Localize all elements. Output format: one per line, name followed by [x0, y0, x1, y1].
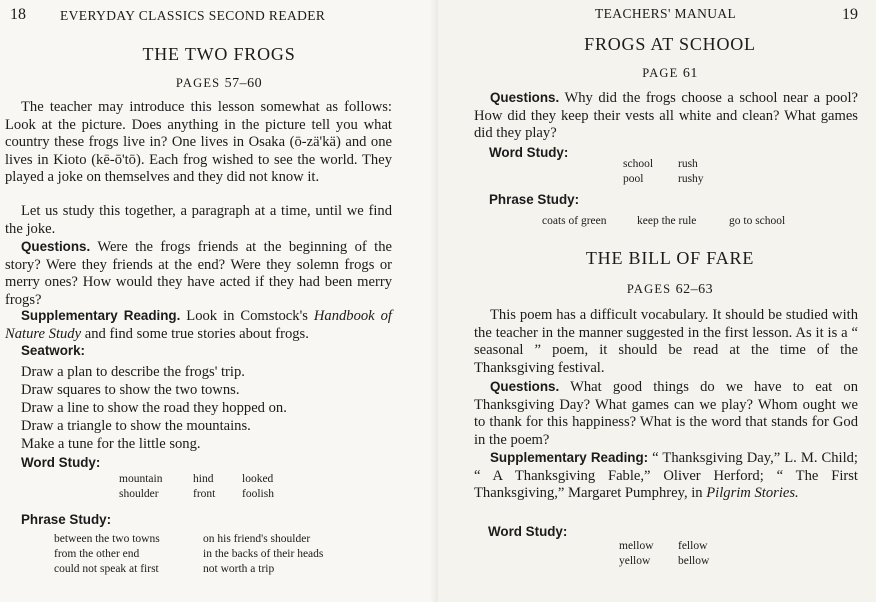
poem-intro-text: This poem has a difficult vocabulary. It should be studied with the teacher in the manner suggested in the first lesson. As it is a “ seasonal ” poem, it should be read at the time of the Thanksgiving festival.	[474, 307, 858, 376]
intro-paragraph	[5, 99, 392, 187]
questions-label: Questions.	[490, 90, 560, 105]
phrase: not worth a trip	[203, 563, 275, 575]
phrase: coats of green	[542, 215, 607, 227]
page-number-right: 19	[842, 6, 858, 23]
seatwork-item: Draw a plan to describe the frogs' trip.	[21, 364, 245, 380]
supplementary-paragraph-right	[474, 449, 858, 503]
lesson-title-frogs-at-school: FROGS AT SCHOOL	[584, 34, 756, 54]
lesson-title-two-frogs: THE TWO FROGS	[142, 44, 296, 64]
running-head-right: TEACHERS' MANUAL	[595, 6, 737, 21]
supplementary-book-title: Handbook of Nature Study	[5, 308, 392, 342]
word: foolish	[242, 488, 274, 500]
word: school	[623, 158, 654, 170]
questions-paragraph-right-2	[474, 378, 858, 449]
word-column	[242, 472, 274, 502]
word: shoulder	[119, 488, 159, 500]
supplementary-label: Supplementary Reading:	[490, 450, 649, 465]
word-study-heading-right: Word Study:	[489, 145, 569, 160]
page-number-left: 18	[10, 6, 26, 23]
study-note-text: Let us study this together, a paragraph at a time, until we find the joke.	[5, 203, 392, 237]
word: fellow	[678, 540, 708, 552]
questions-paragraph-right	[474, 89, 858, 143]
word: mellow	[619, 540, 654, 552]
supplementary-label: Supplementary Reading.	[21, 308, 181, 323]
phrase: on his friend's shoulder	[203, 533, 311, 545]
word: bellow	[678, 555, 710, 567]
supplementary-text-1: Look in Comstock's	[186, 308, 308, 324]
pages-range: 61	[682, 66, 698, 81]
seatwork-item: Draw a triangle to show the mountains.	[21, 418, 251, 434]
word: yellow	[619, 555, 651, 567]
seatwork-item: Draw squares to show the two towns.	[21, 382, 240, 398]
phrase: in the backs of their heads	[203, 548, 324, 560]
phrase: could not speak at first	[54, 563, 159, 575]
word: mountain	[119, 473, 163, 485]
word: front	[193, 488, 216, 500]
questions-text: What good things do we have to eat on Thanksgiving Day? What games can we play? Whom ought we to thank for this happiness? What is the word that stands for God in the poem?	[474, 379, 858, 448]
phrase: keep the rule	[637, 215, 697, 227]
phrase: go to school	[729, 215, 786, 227]
word-study-heading-left: Word Study:	[21, 455, 101, 470]
pages-reference-right	[464, 66, 876, 82]
supplementary-book-title: Pilgrim Stories.	[706, 485, 799, 502]
phrase-column	[203, 532, 323, 577]
study-note-paragraph	[5, 203, 392, 238]
word: rushy	[678, 173, 704, 185]
word: pool	[623, 173, 644, 185]
questions-label: Questions.	[490, 379, 560, 394]
intro-text: The teacher may introduce this lesson somewhat as follows: Look at the picture. Does anything in the picture tell you what country these frogs live in? One lives in Osaka (ō-zä'kä) and one lives in Kioto (kē-ō'tō). Each frog wished to see the world. They played a joke on themselves and they did not know it.	[5, 99, 392, 186]
word-column	[619, 539, 654, 569]
supplementary-text-2: and find some true stories about frogs.	[84, 325, 309, 342]
word: hind	[193, 473, 214, 485]
phrase-column	[54, 532, 160, 577]
pages-reference-left	[0, 76, 438, 92]
word-column	[678, 157, 704, 187]
supplementary-text: “ Thanksgiving Day,” L. M. Child; “ A Thanksgiving Fable,” Oliver Herford; “ The First Thanksgiving,” Margaret Pumphrey, in	[474, 450, 858, 502]
word: looked	[242, 473, 274, 485]
word-column	[623, 157, 653, 187]
word-column	[193, 472, 215, 502]
seatwork-item: Make a tune for the little song.	[21, 436, 201, 452]
questions-paragraph-left	[5, 238, 392, 309]
pages-label: PAGES	[626, 282, 672, 296]
seatwork-item: Draw a line to show the road they hopped on.	[21, 400, 287, 416]
seatwork-heading: Seatwork:	[21, 343, 85, 358]
right-page	[438, 0, 876, 602]
lesson-title-bill-of-fare: THE BILL OF FARE	[585, 248, 755, 268]
pages-range: 57–60	[224, 76, 263, 91]
running-head-left: EVERYDAY CLASSICS SECOND READER	[60, 8, 326, 23]
phrase: from the other end	[54, 548, 140, 560]
pages-reference-right-2	[464, 282, 876, 298]
pages-label: PAGES	[175, 76, 221, 90]
pages-label: PAGE	[642, 66, 679, 80]
word-study-heading-right-2: Word Study:	[488, 524, 568, 539]
phrase: between the two towns	[54, 533, 160, 545]
poem-intro-paragraph	[474, 307, 858, 377]
questions-text: Were the frogs friends at the beginning of the story? Were they friends at the end? Were they solemn frogs or merry ones? How would they have acted if they had been merry frogs?	[5, 239, 392, 308]
phrase-study-heading-left: Phrase Study:	[21, 512, 112, 527]
phrase-study-heading-right: Phrase Study:	[489, 192, 580, 207]
questions-text: Why did the frogs choose a school near a pool? How did they keep their vests all white and clean? What games did they play?	[474, 90, 858, 142]
pages-range: 62–63	[675, 282, 714, 297]
word: rush	[678, 158, 698, 170]
word-column	[678, 539, 709, 569]
supplementary-paragraph-left	[5, 307, 392, 343]
questions-label: Questions.	[21, 239, 91, 254]
word-column	[119, 472, 162, 502]
